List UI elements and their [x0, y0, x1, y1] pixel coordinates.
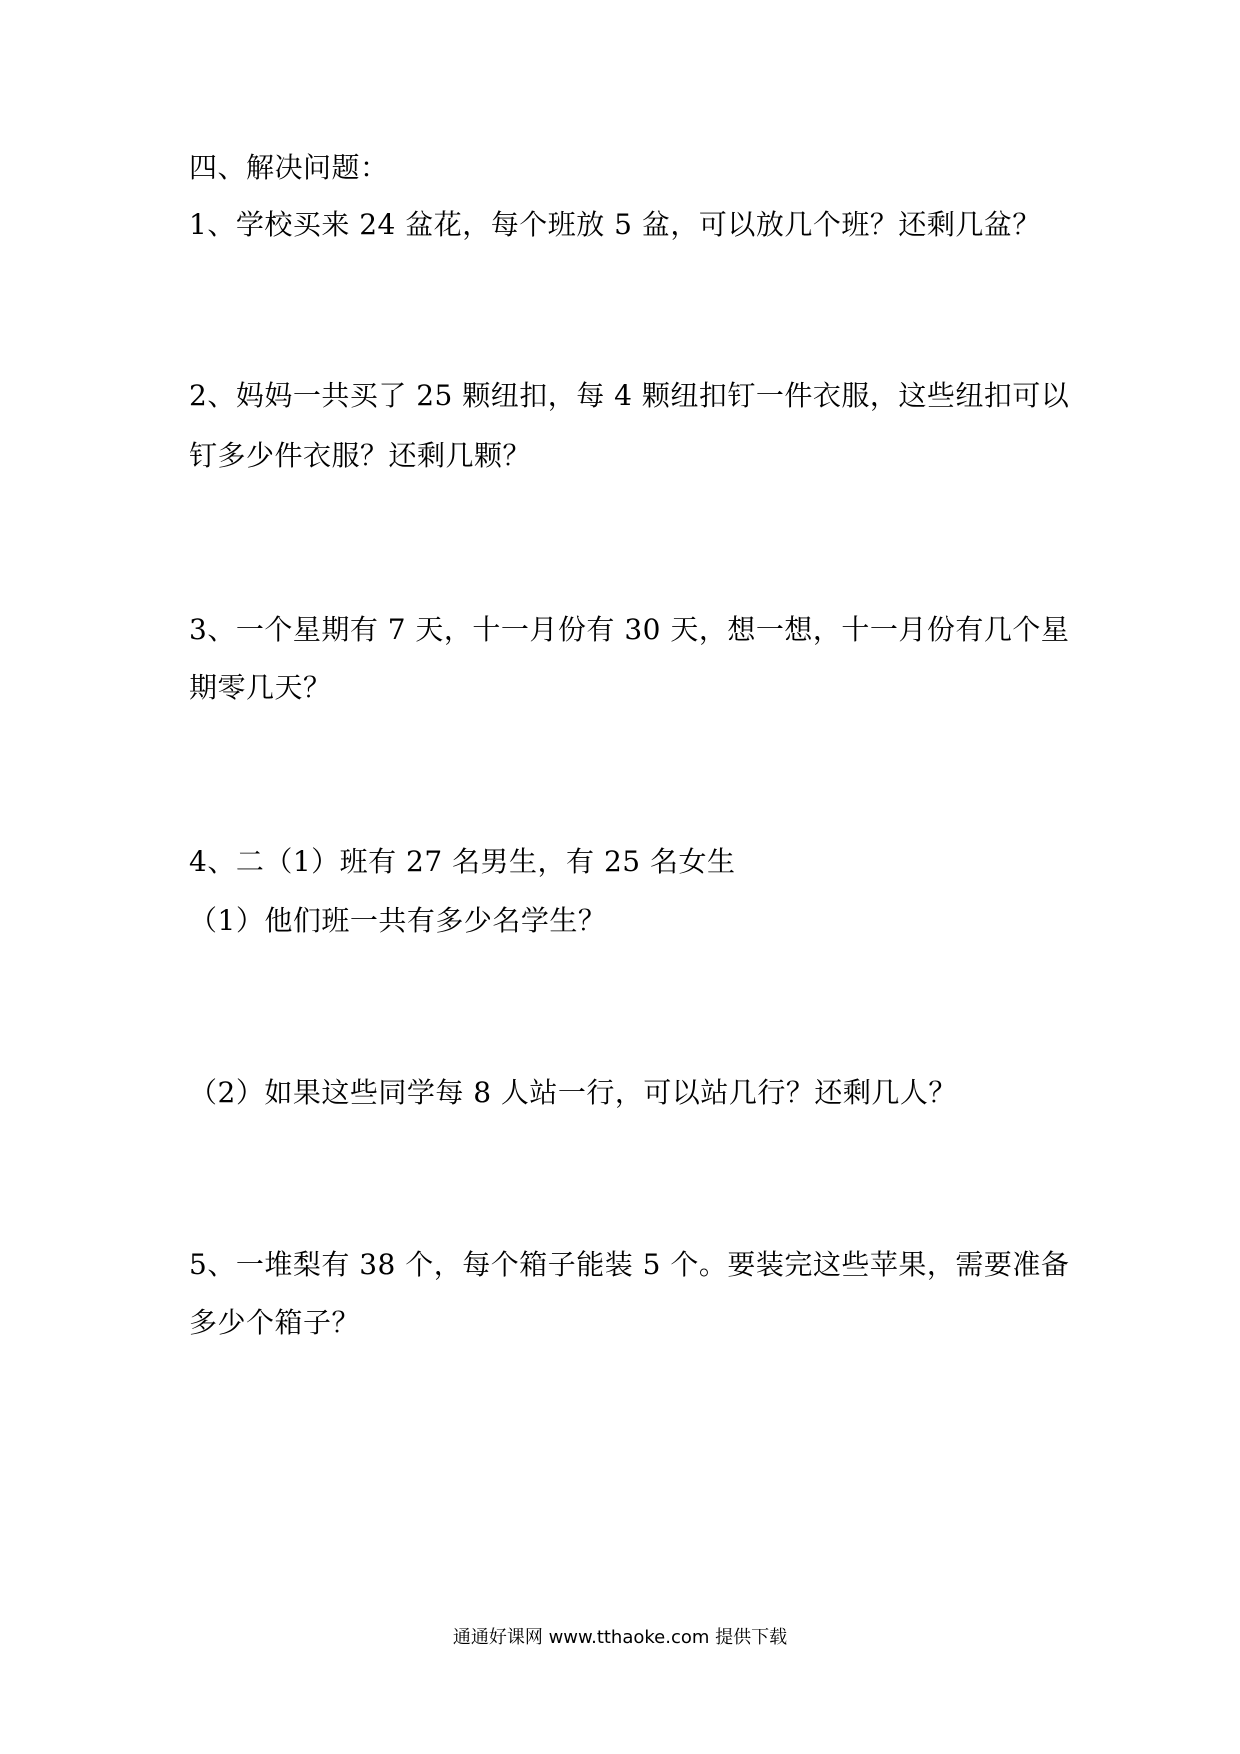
problem-4-line-1: 4、二（1）班有 27 名男生，有 25 名女生 [189, 845, 736, 878]
footer-credit: 通通好课网 www.tthaoke.com 提供下载 [452, 1627, 788, 1648]
problem-5-line-1: 5、一堆梨有 38 个，每个箱子能装 5 个。要装完这些苹果，需要准备 [189, 1248, 1070, 1281]
section-title: 四、解决问题： [189, 151, 389, 184]
problem-2-line-2: 钉多少件衣服？还剩几颗？ [189, 439, 532, 472]
problem-4-sub-question-1: （1）他们班一共有多少名学生？ [189, 904, 607, 937]
problem-4-sub-question-2: （2）如果这些同学每 8 人站一行，可以站几行？还剩几人？ [189, 1076, 957, 1109]
problem-3-line-2: 期零几天？ [189, 671, 332, 704]
problem-3-line-1: 3、一个星期有 7 天，十一月份有 30 天，想一想，十一月份有几个星 [189, 613, 1070, 646]
problem-2-line-1: 2、妈妈一共买了 25 颗纽扣，每 4 颗纽扣钉一件衣服，这些纽扣可以 [189, 379, 1070, 412]
problem-1-line-1: 1、学校买来 24 盆花，每个班放 5 盆，可以放几个班？还剩几盆？ [189, 208, 1041, 241]
problem-5-line-2: 多少个箱子？ [189, 1306, 361, 1339]
